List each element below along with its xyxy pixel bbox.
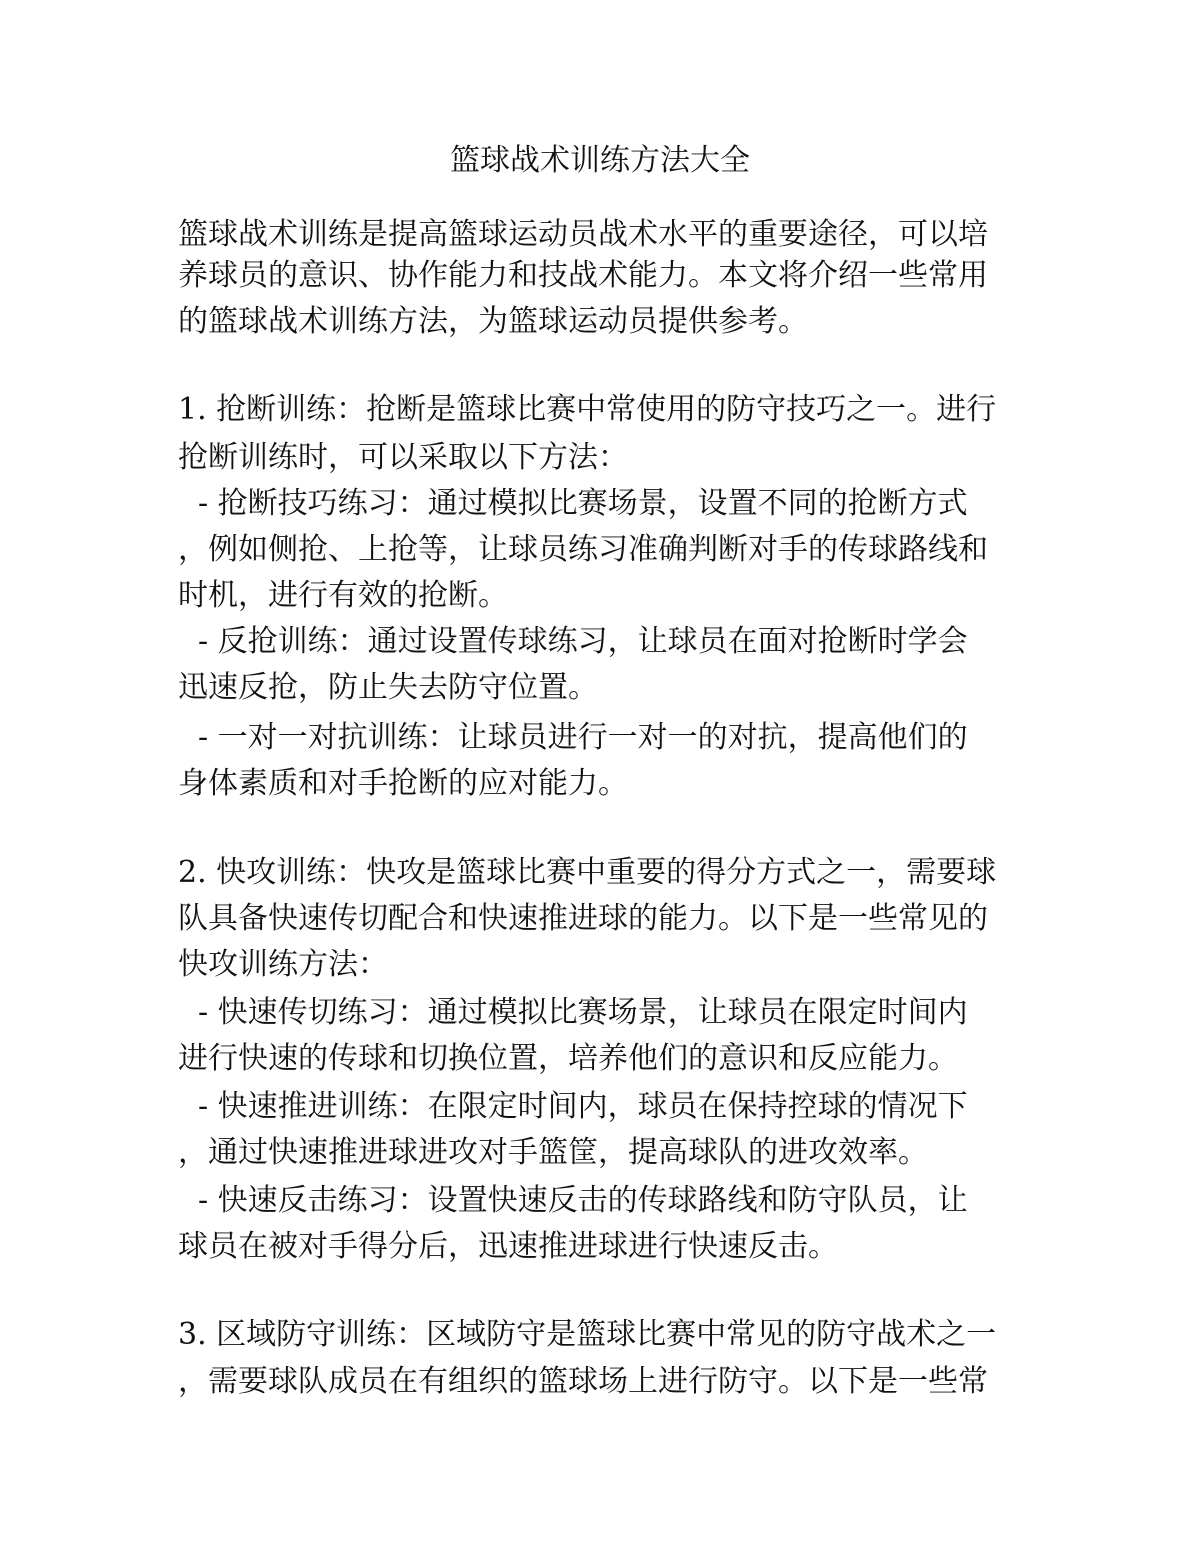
- intro-line: 篮球战术训练是提高篮球运动员战术水平的重要途径，可以培: [178, 217, 988, 252]
- section2-line: 进行快速的传球和切换位置，培养他们的意识和反应能力。: [178, 1041, 958, 1076]
- intro-line: 的篮球战术训练方法，为篮球运动员提供参考。: [178, 304, 808, 339]
- section2-line: 队具备快速传切配合和快速推进球的能力。以下是一些常见的: [178, 901, 988, 936]
- section2-bullet: - 快速推进训练：在限定时间内，球员在保持控球的情况下: [198, 1089, 968, 1124]
- section2-bullet: - 快速传切练习：通过模拟比赛场景，让球员在限定时间内: [198, 995, 968, 1030]
- section1-heading-line: 1. 抢断训练：抢断是篮球比赛中常使用的防守技巧之一。进行: [178, 392, 997, 427]
- section2-bullet: - 快速反击练习：设置快速反击的传球路线和防守队员，让: [198, 1183, 968, 1218]
- section3-line: ，需要球队成员在有组织的篮球场上进行防守。以下是一些常: [178, 1364, 988, 1399]
- section2-line: 快攻训练方法：: [178, 947, 388, 982]
- document-title: 篮球战术训练方法大全: [450, 143, 750, 178]
- section1-line: 抢断训练时，可以采取以下方法：: [178, 440, 628, 475]
- section1-line: 迅速反抢，防止失去防守位置。: [178, 670, 598, 705]
- section1-bullet: - 一对一对抗训练：让球员进行一对一的对抗，提高他们的: [198, 720, 968, 755]
- section3-heading-line: 3. 区域防守训练：区域防守是篮球比赛中常见的防守战术之一: [178, 1317, 997, 1352]
- section1-line: 时机，进行有效的抢断。: [178, 578, 508, 613]
- section1-line: 身体素质和对手抢断的应对能力。: [178, 766, 628, 801]
- section2-line: 球员在被对手得分后，迅速推进球进行快速反击。: [178, 1229, 838, 1264]
- section1-bullet: - 反抢训练：通过设置传球练习，让球员在面对抢断时学会: [198, 624, 968, 659]
- section1-bullet: - 抢断技巧练习：通过模拟比赛场景，设置不同的抢断方式: [198, 486, 968, 521]
- intro-line: 养球员的意识、协作能力和技战术能力。本文将介绍一些常用: [178, 258, 988, 293]
- section1-line: ，例如侧抢、上抢等，让球员练习准确判断对手的传球路线和: [178, 532, 988, 567]
- section2-line: ，通过快速推进球进攻对手篮筐，提高球队的进攻效率。: [178, 1135, 928, 1170]
- section2-heading-line: 2. 快攻训练：快攻是篮球比赛中重要的得分方式之一，需要球: [178, 855, 997, 890]
